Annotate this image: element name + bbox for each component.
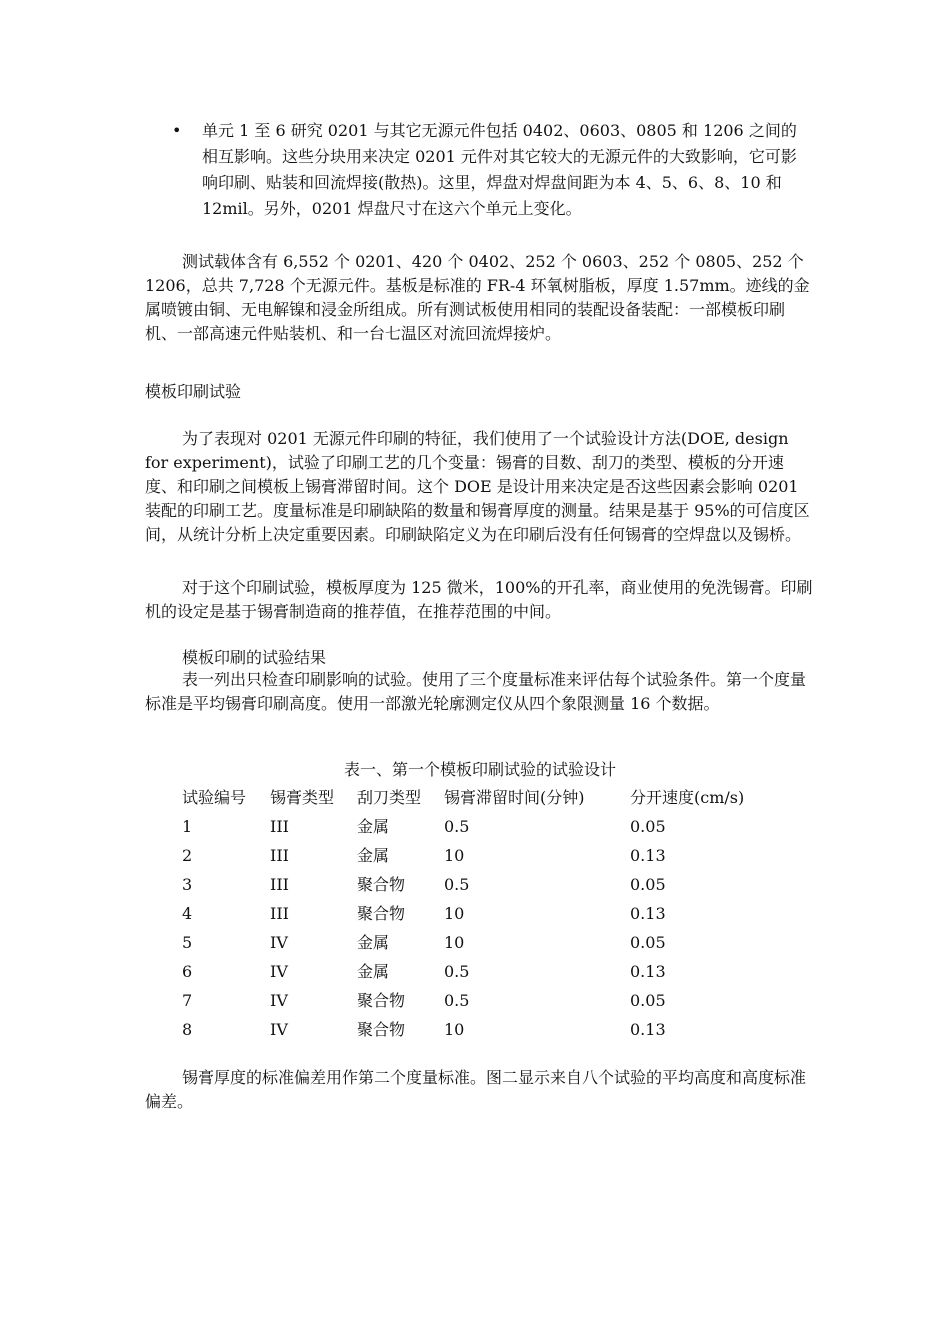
table-header-cell: 刮刀类型: [357, 788, 422, 807]
table-cell: 金属: [357, 846, 390, 865]
table-cell: 0.13: [630, 846, 666, 865]
table-header-cell: 锡膏滞留时间(分钟): [444, 788, 585, 807]
table-cell: 金属: [357, 933, 390, 952]
table-cell: IV: [270, 991, 288, 1010]
table-cell: 0.5: [444, 962, 470, 981]
table-cell: 1: [182, 817, 193, 836]
table-cell: 聚合物: [357, 991, 406, 1010]
table-header-cell: 分开速度(cm/s): [630, 788, 745, 807]
paragraph-doe: 为了表现对 0201 无源元件印刷的特征，我们使用了一个试验设计方法(DOE, design for experiment)，试验了印刷工艺的几个变量：锡膏的目数、刮刀的类型、模板的分开速度、和印刷之间模板上锡膏滞留时间。这个 DOE 是设计用来决定是否这些因素会影响 0201 装配的印刷工艺。度量标准是印刷缺陷的数量和锡膏厚度的测量。结果是基于 95%的可信度区间，从统计分析上决定重要因素。印刷缺陷定义为在印刷后没有任何锡膏的空焊盘以及锡桥。: [145, 429, 810, 544]
paragraph-table-intro: 表一列出只检查印刷影响的试验。使用了三个度量标准来评估每个试验条件。第一个度量标准是平均锡膏印刷高度。使用一部激光轮廓测定仪从四个象限测量 16 个数据。: [145, 670, 807, 713]
table-cell: IV: [270, 933, 288, 952]
table-cell: 0.05: [630, 817, 666, 836]
table-cell: III: [270, 875, 289, 894]
table-cell: 0.13: [630, 904, 666, 923]
table-cell: III: [270, 817, 289, 836]
table-cell: 4: [182, 904, 193, 923]
bullet-icon: •: [172, 121, 182, 140]
heading-stencil-printing: 模板印刷试验: [145, 382, 242, 401]
table-cell: III: [270, 904, 289, 923]
table-cell: 0.13: [630, 1020, 666, 1039]
table-cell: IV: [270, 962, 288, 981]
table-cell: 金属: [357, 817, 390, 836]
table-cell: 2: [182, 846, 193, 865]
table-cell: 10: [444, 933, 465, 952]
table-cell: 5: [182, 933, 193, 952]
paragraph-stencil-thickness: 对于这个印刷试验，模板厚度为 125 微米，100%的开孔率，商业使用的免洗锡膏。印刷机的设定是基于锡膏制造商的推荐值，在推荐范围的中间。: [145, 578, 813, 621]
table-cell: 8: [182, 1020, 193, 1039]
table-cell: 聚合物: [357, 875, 406, 894]
table-cell: 10: [444, 846, 465, 865]
table-cell: 0.5: [444, 875, 470, 894]
table-cell: 3: [182, 875, 193, 894]
table-cell: 0.5: [444, 817, 470, 836]
table-cell: 0.13: [630, 962, 666, 981]
table-cell: 0.05: [630, 933, 666, 952]
table-cell: 0.05: [630, 991, 666, 1010]
heading-printing-results: 模板印刷的试验结果: [182, 648, 327, 667]
table-cell: 聚合物: [357, 1020, 406, 1039]
table-cell: III: [270, 846, 289, 865]
table-cell: 聚合物: [357, 904, 406, 923]
paragraph-std-deviation: 锡膏厚度的标准偏差用作第二个度量标准。图二显示来自八个试验的平均高度和高度标准偏差。: [145, 1068, 807, 1111]
table-cell: 0.05: [630, 875, 666, 894]
table-cell: 0.5: [444, 991, 470, 1010]
table-cell: 6: [182, 962, 193, 981]
paragraph-test-vehicle: 测试载体含有 6,552 个 0201、420 个 0402、252 个 0603、252 个 0805、252 个 1206，总共 7,728 个无源元件。基板是标准的 FR-4 环氧树脂板，厚度 1.57mm。迹线的金属喷镀由铜、无电解镍和浸金所组成。所有测试板使用相同的装配设备装配：一部模板印刷机、一部高速元件贴装机、和一台七温区对流回流焊接炉。: [145, 252, 810, 343]
table-cell: IV: [270, 1020, 288, 1039]
table-cell: 10: [444, 904, 465, 923]
table-cell: 金属: [357, 962, 390, 981]
table-cell: 10: [444, 1020, 465, 1039]
table-header-cell: 锡膏类型: [270, 788, 335, 807]
bullet-paragraph: 单元 1 至 6 研究 0201 与其它无源元件包括 0402、0603、0805 和 1206 之间的相互影响。这些分块用来决定 0201 元件对其它较大的无源元件的大致影响，它可影响印刷、贴装和回流焊接(散热)。这里，焊盘对焊盘间距为本 4、5、6、8、10 和 12mil。另外，0201 焊盘尺寸在这六个单元上变化。: [202, 121, 797, 218]
table-cell: 7: [182, 991, 193, 1010]
table-title: 表一、第一个模板印刷试验的试验设计: [343, 760, 616, 779]
table-header-cell: 试验编号: [182, 788, 247, 807]
